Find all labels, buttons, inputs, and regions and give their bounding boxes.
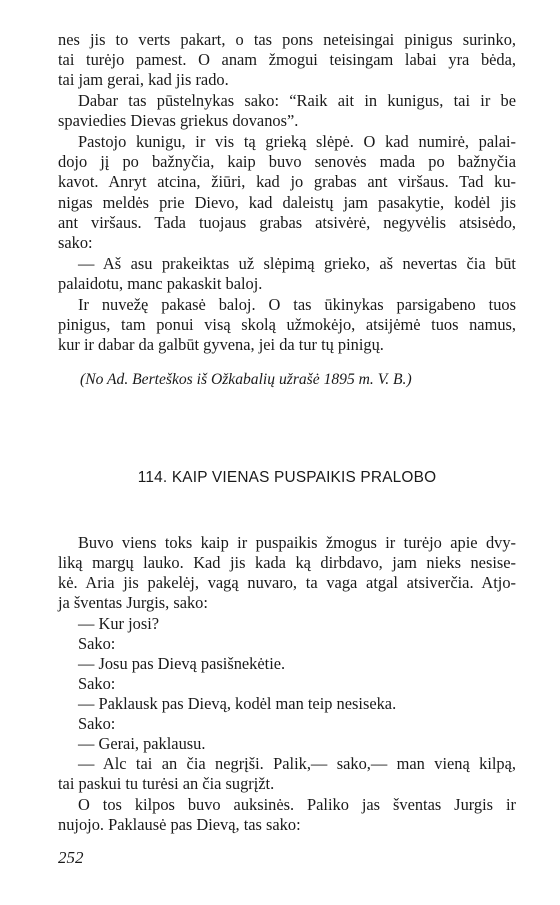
- text-line: — Aš asu prakeiktas už slėpimą grieko, aš nevertas čia būt: [78, 254, 516, 273]
- dialogue-line: — Paklausk pas Dievą, kodėl man teip nesiseka.: [78, 694, 397, 713]
- text-line: nujojo. Paklausė pas Dievą, tas sako:: [58, 815, 301, 834]
- text-line: palaidotu, manc pakaskit baloj.: [58, 274, 263, 293]
- dialogue-line: — Alc tai an čia negrįši. Palik,— sako,— man vieną kilpą,: [78, 754, 516, 773]
- text-line: nigas meldės prie Dievo, kad daleistų jam pasakytie, kodėl jis: [58, 193, 516, 212]
- text-line: tai turėjo pamest. O anam žmogui teisingam labai yra bėda,: [58, 50, 516, 69]
- text-line: Sako:: [78, 714, 116, 733]
- text-line: liką margų lauko. Kad jis kada ką dirbdavo, jam nieks nesise-: [58, 553, 516, 572]
- text-line: pinigus, tam ponui visą skolą užmokėjo, atsijėmė tuos namus,: [58, 315, 516, 334]
- text-line: nes jis to verts pakart, o tas pons neteisingai pinigus surinko,: [58, 30, 516, 49]
- text-line: O tos kilpos buvo auksinės. Paliko jas šventas Jurgis ir: [78, 795, 516, 814]
- text-line: Ir nuvežę pakasė baloj. O tas ūkinykas parsigabeno tuos: [78, 295, 516, 314]
- text-line: kur ir dabar da galbūt gyvena, jei da tur tų pinigų.: [58, 335, 384, 354]
- text-line: ja šventas Jurgis, sako:: [58, 593, 208, 612]
- text-line: Pastojo kunigu, ir vis tą grieką slėpė. O kad numirė, palai-: [78, 132, 516, 151]
- page-number: 252: [58, 848, 84, 867]
- text-line: Buvo viens toks kaip ir puspaikis žmogus ir turėjo apie dvy-: [78, 533, 516, 552]
- section-heading: 114. KAIP VIENAS PUSPAIKIS PRALOBO: [137, 469, 437, 486]
- text-line: tai jam gerai, kad jis rado.: [58, 70, 229, 89]
- text-line: Sako:: [78, 674, 116, 693]
- text-line: Dabar tas pūstelnykas sako: “Raik ait in kunigus, tai ir be: [78, 91, 516, 110]
- text-line: tai paskui tu turėsi an čia sugrįžt.: [58, 774, 275, 793]
- dialogue-line: — Josu pas Dievą pasišnekėtie.: [78, 654, 286, 673]
- source-note: (No Ad. Berteškos iš Ožkabalių užrašė 1895 m. V. B.): [80, 371, 412, 388]
- text-line: sako:: [58, 233, 93, 252]
- dialogue-line: — Gerai, paklausu.: [78, 734, 206, 753]
- text-line: kavot. Anryt atcina, žiūri, kad jo grabas ant viršaus. Tad ku-: [58, 172, 516, 191]
- text-line: Sako:: [78, 634, 116, 653]
- text-line: ant viršaus. Tada tuojaus grabas atsivėrė, negyvėlis atsisėdo,: [58, 213, 516, 232]
- text-line: dojo jį po bažnyčia, kaip buvo senovės mada po bažnyčia: [58, 152, 516, 171]
- text-line: spaviedies Dievas griekus dovanos”.: [58, 111, 299, 130]
- text-line: kė. Aria jis pakelėj, vagą nuvaro, ta vaga atgal atsiverčia. Atjo-: [58, 573, 516, 592]
- dialogue-line: — Kur josi?: [78, 614, 160, 633]
